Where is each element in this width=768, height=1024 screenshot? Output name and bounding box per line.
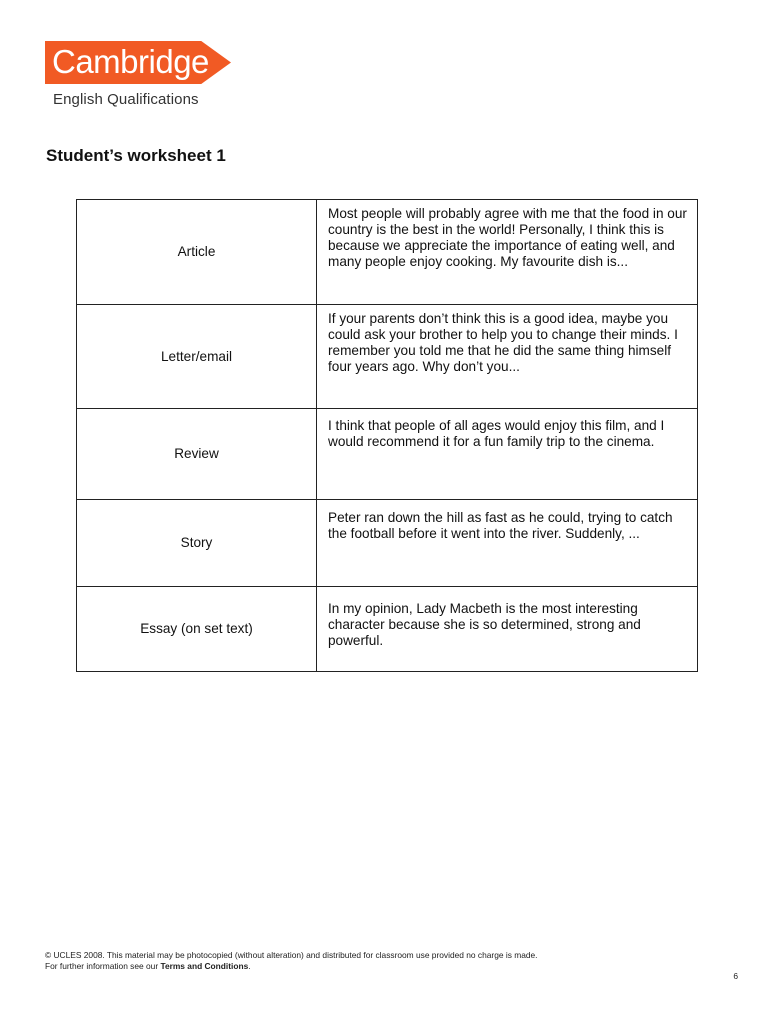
copyright-notice: © UCLES 2008. This material may be photocopied (without alteration) and distributed for classroom use provided no charge is made. — [45, 950, 538, 960]
text-type-cell: Article — [77, 200, 317, 305]
excerpt-cell: If your parents don’t think this is a good idea, maybe you could ask your brother to help you to change their minds. I remember you told me that he did the same thing himself four years ago. Why don’t you... — [317, 305, 698, 409]
text-type-cell: Story — [77, 500, 317, 587]
table-row — [77, 200, 698, 305]
excerpt-cell: I think that people of all ages would enjoy this film, and I would recommend it for a fun family trip to the cinema. — [317, 409, 698, 500]
table-row — [77, 587, 698, 672]
excerpt-cell: Most people will probably agree with me that the food in our country is the best in the world! Personally, I think this is because we appreciate the importance of eating well, and many people enjoy cooking. My favourite dish is... — [317, 200, 698, 305]
text-type-cell: Review — [77, 409, 317, 500]
page-number: 6 — [733, 971, 738, 981]
page-title: Student’s worksheet 1 — [46, 146, 226, 165]
excerpt-cell: Peter ran down the hill as fast as he could, trying to catch the football before it went into the river. Suddenly, ... — [317, 500, 698, 587]
worksheet-table — [76, 199, 698, 672]
logo-wordmark: Cambridge — [52, 43, 209, 80]
table-row — [77, 409, 698, 500]
logo-subtitle: English Qualifications — [53, 91, 199, 108]
terms-suffix: . — [248, 961, 251, 971]
terms-line — [45, 961, 538, 972]
text-type-cell: Letter/email — [77, 305, 317, 409]
terms-and-conditions-link[interactable]: Terms and Conditions — [160, 961, 249, 971]
excerpt-cell: In my opinion, Lady Macbeth is the most interesting character because she is so determined, strong and powerful. — [317, 587, 698, 672]
terms-prefix: For further information see our — [45, 961, 161, 971]
footer — [45, 950, 538, 972]
cambridge-logo — [45, 41, 235, 113]
text-type-cell: Essay (on set text) — [77, 587, 317, 672]
table-row — [77, 500, 698, 587]
table-row — [77, 305, 698, 409]
